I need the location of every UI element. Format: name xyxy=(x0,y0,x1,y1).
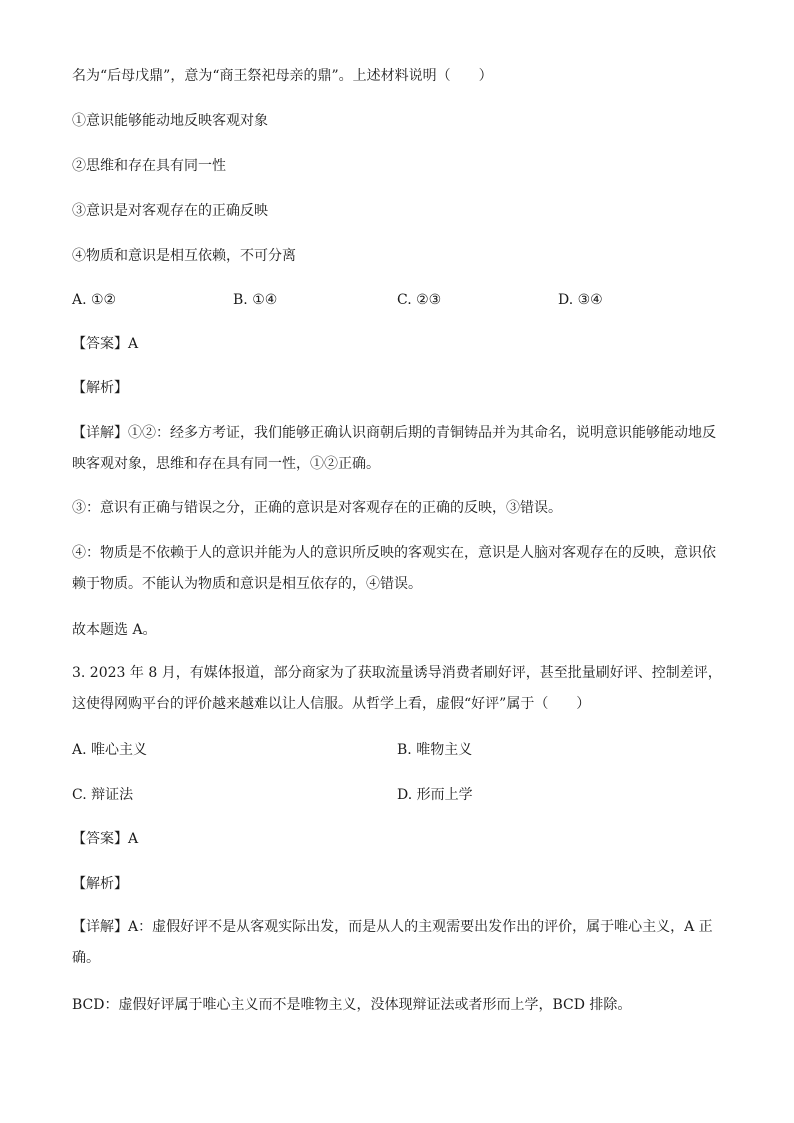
q3-option-d: D. 形而上学 xyxy=(397,787,473,803)
q2-statement-2: ②思维和存在具有同一性 xyxy=(72,158,226,174)
q3-option-a: A. 唯心主义 xyxy=(72,742,148,758)
q2-detail-3: ④：物质是不依赖于人的意识并能为人的意识所反映的客观实在，意识是人脑对客观存在的反映，意识依赖于物质。不能认为物质和意识是相互依存的，④错误。 xyxy=(72,545,716,592)
q3-analysis-heading: 【解析】 xyxy=(72,876,128,892)
q2-option-c: C. ②③ xyxy=(397,292,442,308)
q2-option-d: D. ③④ xyxy=(558,292,603,308)
q3-detail-2: BCD：虚假好评属于唯心主义而不是唯物主义，没体现辩证法或者形而上学，BCD 排除。 xyxy=(72,997,632,1013)
q3-answer: 【答案】A xyxy=(72,831,139,847)
q2-statement-1: ①意识能够能动地反映客观对象 xyxy=(72,113,268,129)
q3-option-b: B. 唯物主义 xyxy=(397,742,473,758)
q3-detail-1: 【详解】A：虚假好评不是从客观实际出发，而是从人的主观需要出发作出的评价，属于唯心主义，A 正确。 xyxy=(72,919,713,966)
q2-statement-3: ③意识是对客观存在的正确反映 xyxy=(72,203,268,219)
q3-option-c: C. 辩证法 xyxy=(72,787,134,803)
q2-option-b: B. ①④ xyxy=(233,292,278,308)
q2-analysis-heading: 【解析】 xyxy=(72,380,128,396)
q2-statement-4: ④物质和意识是相互依赖，不可分离 xyxy=(72,248,296,264)
q2-detail-1: 【详解】①②：经多方考证，我们能够正确认识商朝后期的青铜铸品并为其命名，说明意识能够能动地反映客观对象，思维和存在具有同一性，①②正确。 xyxy=(72,425,716,472)
q2-option-a: A. ①② xyxy=(72,292,117,308)
q2-conclusion: 故本题选 A。 xyxy=(72,622,157,638)
q2-stem-tail: 名为“后母戊鼎”，意为“商王祭祀母亲的鼎”。上述材料说明（ ） xyxy=(72,68,493,84)
q3-stem: 3. 2023 年 8 月，有媒体报道，部分商家为了获取流量诱导消费者刷好评，甚至批量刷好评、控制差评，这使得网购平台的评价越来越难以让人信服。从哲学上看，虚假“好评”属于（ ） xyxy=(72,665,722,712)
q2-answer: 【答案】A xyxy=(72,336,139,352)
q2-detail-2: ③：意识有正确与错误之分，正确的意识是对客观存在的正确的反映，③错误。 xyxy=(72,500,562,516)
